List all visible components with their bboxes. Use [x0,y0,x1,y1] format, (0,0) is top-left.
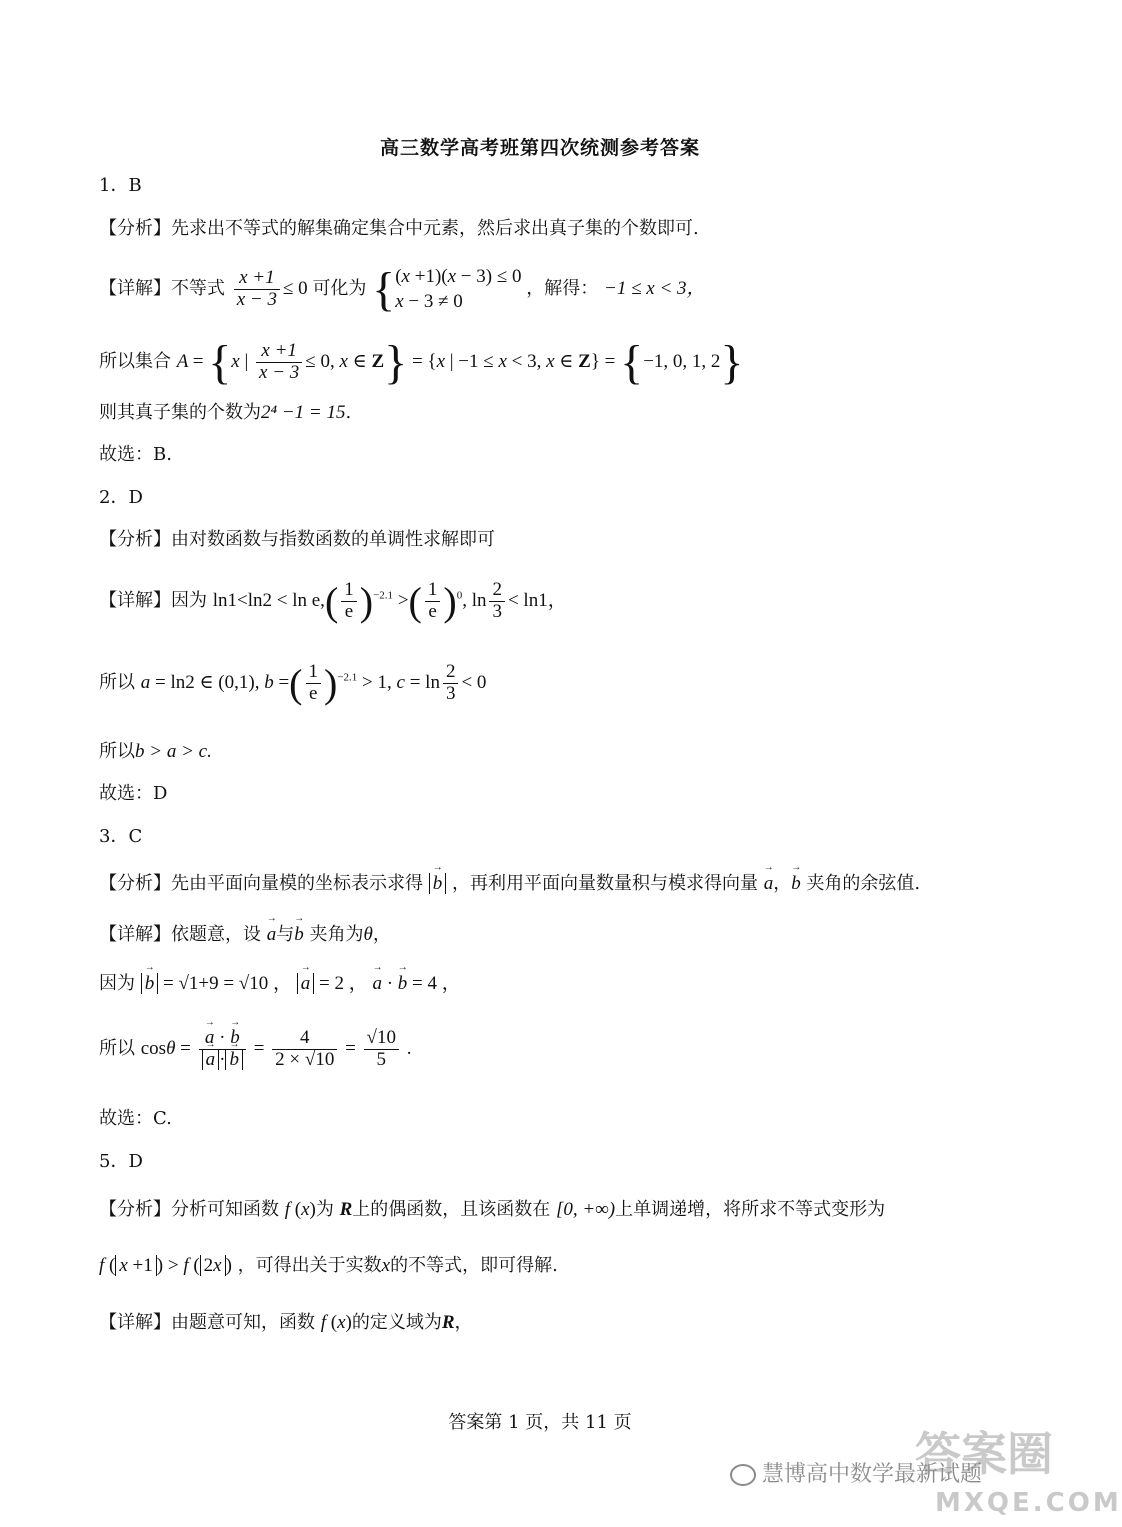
q2-values-expression: a = ln2 ∈ (0,1), b =( $\frac{1}{e}$ )$^{-2.1}$ > 1, c = ln $\frac{2}{3}$ < 0 [140,661,487,706]
analysis-text: 上单调递增，将所求不等式变形为 [615,1199,886,1220]
so-text: 所以 [99,1037,135,1059]
detail-text: 不等式 [171,277,225,299]
analysis-tag: 【分析】 [99,218,171,239]
q2-analysis [99,525,495,551]
b-magnitude: → b [429,873,447,894]
q2-head: 2．D [99,487,143,508]
analysis-text: 的不等式，即可得解. [390,1255,558,1276]
q1-head: 1．B [99,175,142,196]
detail-text: ，解得： [526,277,599,299]
q3-magnitude-expression: → b = √1+9 = √10 ， → a = 2 ， → a · → b = 4 ， [141,973,461,994]
analysis-text: ，可得出关于实数 [237,1255,382,1276]
detail-text: 可化为 [312,277,367,299]
q5-analysis-cont: f ( x +1 ) > f ( 2x ) ，可得出关于实数x的不等式，即可得解. [99,1255,558,1276]
q2-order [99,737,212,763]
q3-answer: 故选：C. [99,1108,172,1129]
detail-text: 夹角为 [309,924,364,945]
analysis-text: ，再利用平面向量数量积与模求得向量 [451,873,758,894]
analysis-tag: 【分析】 [99,1199,171,1220]
q2-detail [99,578,567,625]
wechat-icon [730,1464,756,1486]
q3-cosine-expression: cosθ = → a · → b → a ·→ b = $\frac{4}{2 \times √10}$ = $\frac{√10}{5}$ . [141,1038,412,1059]
detail-tag: 【详解】 [99,1312,171,1333]
q3-analysis: 【分析】先由平面向量模的坐标表示求得 → b ，再利用平面向量数量积与模求得向量 → a，→ b 夹角的余弦值. [99,869,920,895]
count-prefix: 则其真子集的个数为 [99,402,261,423]
watermark-logo: 答案圈 [915,1427,1053,1481]
detail-text: 与 [276,924,295,945]
q1-system: {(x +1)(x − 3) ≤ 0 x − 3 ≠ 0 [372,263,522,316]
q3-head: 3．C [99,826,143,847]
analysis-text: 夹角的余弦值. [806,873,921,894]
q2-answer: 故选：D [99,783,168,804]
q1-analysis [99,214,699,240]
so-text: 所以 [99,671,135,693]
detail-tag: 【详解】 [99,277,171,299]
count-value: 2⁴ −1 = 15 [261,402,346,423]
detail-tag: 【详解】 [99,589,171,611]
detail-text: 依题意，设 [171,924,261,945]
q2-values [99,660,486,707]
q3-cosine [99,1028,411,1071]
q1-count: 则其真子集的个数为2⁴ −1 = 15. [99,402,352,423]
analysis-text: 先求出不等式的解集确定集合中元素，然后求出真子集的个数即可. [171,218,699,239]
analysis-text: 为 [315,1199,334,1220]
q3-detail: 【详解】依题意，设 → a与→ b 夹角为θ， [99,920,391,946]
watermark-channel-text: 慧博高中数学最新试题 [762,1462,983,1487]
analysis-text: 上的偶函数，且该函数在 [352,1199,551,1220]
q3-magnitudes [99,968,461,995]
analysis-text: 由对数函数与指数函数的单调性求解即可 [171,529,495,550]
so-text: 所以 [99,741,135,762]
q1-answer: 故选：B. [99,444,172,465]
q5-analysis: 【分析】分析可知函数 f (x)为 R上的偶函数，且该函数在 [0, +∞)上单调递增，将所求不等式变形为 [99,1199,886,1220]
detail-text: 由题意可知，函数 [171,1312,315,1333]
page-footer: 答案第 1 页，共 11 页 [448,1412,632,1433]
order-expression: b > a > c. [135,741,212,762]
q1-solution: −1 ≤ x < 3， [604,277,706,299]
q1-detail [99,262,706,317]
watermark-logo-url: MXQE.COM [935,1488,1122,1518]
q1-inequality: $\frac{x +1}{x - 3}$ ≤ 0 [231,278,313,299]
watermark-channel [730,1457,982,1488]
q5-detail: 【详解】由题意可知，函数 f (x)的定义域为R， [99,1312,473,1333]
page-title: 高三数学高考班第四次统测参考答案 [379,137,700,159]
because-text: 因为 [99,973,135,994]
q2-comparison: ln1<ln2 < ln e,( $\frac{1}{e}$ )$^{-2.1}$ >( $\frac{1}{e}$ )$^0$, ln $\frac{2}{3}$ < ln1， [212,579,567,624]
detail-tag: 【详解】 [99,924,171,945]
q1-set [99,335,743,390]
analysis-text: 先由平面向量模的坐标表示求得 [171,873,423,894]
detail-text: 的定义域为 [351,1312,442,1333]
detail-text: 因为 [171,589,207,611]
set-prefix: 所以集合 [99,350,171,372]
q5-head: 5．D [99,1151,143,1172]
analysis-text: 分析可知函数 [171,1199,279,1220]
analysis-tag: 【分析】 [99,873,171,894]
q1-set-expression: A = {x | $\frac{x +1}{x - 3}$ ≤ 0, x ∈ Z} = {x | −1 ≤ x < 3, x ∈ Z} = {−1, 0, 1, 2} [176,336,744,389]
detail-text: ， [454,1312,473,1333]
analysis-tag: 【分析】 [99,529,171,550]
q5-inequality: f ( x +1 ) > f ( 2x ) [99,1255,232,1276]
